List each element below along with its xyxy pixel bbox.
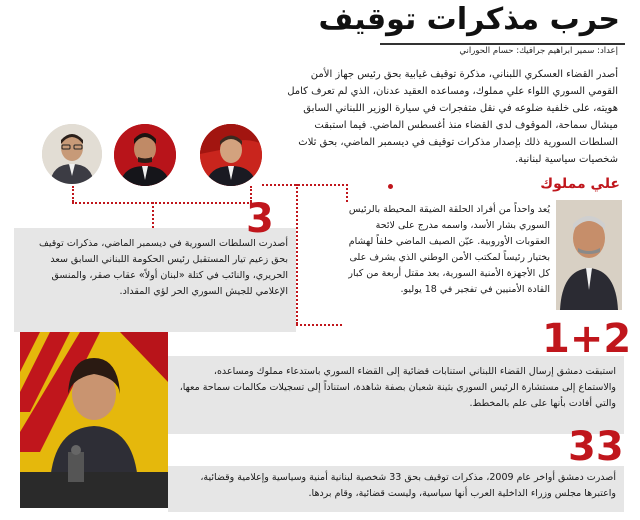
portrait-mamlouk-photo — [556, 200, 622, 310]
section-one-plus-two-text: استبقت دمشق إرسال القضاء اللبناني استنابات قضائية إلى القضاء السوري باستدعاء مملوك ومساعده، والاستماع إلى مستشارة الرئيس السوري بثينة شعبان بصفة شاهدة، استناداً إلى تسجيلات مكالمات سماحة معها، والتي أفادت بأنها على علم بالمخطط. — [179, 366, 616, 409]
mamlouk-bio: يُعد واحداً من أفراد الحلقة الضيقة المحيطة بالرئيس السوري بشار الأسد، واسمه مدرج على لائحة العقوبات الأوروبية. عيّن الصيف الماضي خلفاً لهشام بختيار رئيساً لمكتب الأمن الوطني الذي يشرف على كل الأجهزة الأمنية السورية، بعد مقتل أربعة من كبار القادة الأمنيين في تفجير في 18 يوليو. — [348, 204, 550, 295]
connector-line — [296, 324, 342, 326]
connector-line — [262, 184, 348, 186]
mamlouk-name: علي مملوك — [540, 176, 620, 192]
bullet-dot — [388, 184, 393, 189]
section-three-text: أصدرت السلطات السورية في ديسمبر الماضي، مذكرات توقيف بحق زعيم تيار المستقبل رئيس الحكومة اللبناني السابق سعد الحريري، والنائب في كتلة «لبنان أولاً» عقاب صقر، والمنسق الإعلامي للجيش السوري الحر لؤي المقداد. — [39, 238, 288, 297]
section-three-number: 3 — [246, 196, 274, 242]
connector-line — [72, 186, 74, 202]
portrait-shaaban-photo — [20, 332, 168, 508]
byline: إعداد: سمير ابراهيم جرافيك: حسام الحوراني — [459, 46, 618, 56]
section-thirty-three-text: أصدرت دمشق أواخر عام 2009، مذكرات توقيف بحق 33 شخصية لبنانية أمنية وسياسية وإعلامية وقضائية، واعتبرها مجلس وزراء الداخلية العرب أنها سياسية، وليست قضائية، وقام بردها. — [200, 472, 616, 499]
portrait-hariri-photo — [200, 124, 262, 186]
connector-line — [296, 184, 298, 324]
section-thirty-three-number: 33 — [568, 424, 624, 470]
connector-line — [152, 202, 154, 228]
portrait-saqr-photo — [114, 124, 176, 186]
intro-paragraph: أصدر القضاء العسكري اللبناني، مذكرة توقيف غيابية بحق رئيس جهاز الأمن القومي السوري اللواء علي مملوك، ومساعده العقيد عدنان، الذي لم تعرف كامل هويته، على خلفية ضلوعه في نقل متفجرات في سيارة الوزير اللبناني السابق ميشال سماحة، الموقوف لدى القضاء منذ أغسطس الماضي. فيما استبقت السلطات السورية ذلك بإصدار مذكرات توقيف في ديسمبر الماضي، بحق ثلاث شخصيات سياسية لبنانية. — [287, 69, 618, 165]
connector-line — [72, 202, 252, 204]
section-one-plus-two-number: 1+2 — [542, 316, 632, 362]
connector-line — [346, 184, 348, 202]
portrait-meqdad-photo — [42, 124, 102, 184]
title-divider — [380, 43, 625, 45]
article-title: حرب مذكرات توقيف — [318, 2, 620, 37]
